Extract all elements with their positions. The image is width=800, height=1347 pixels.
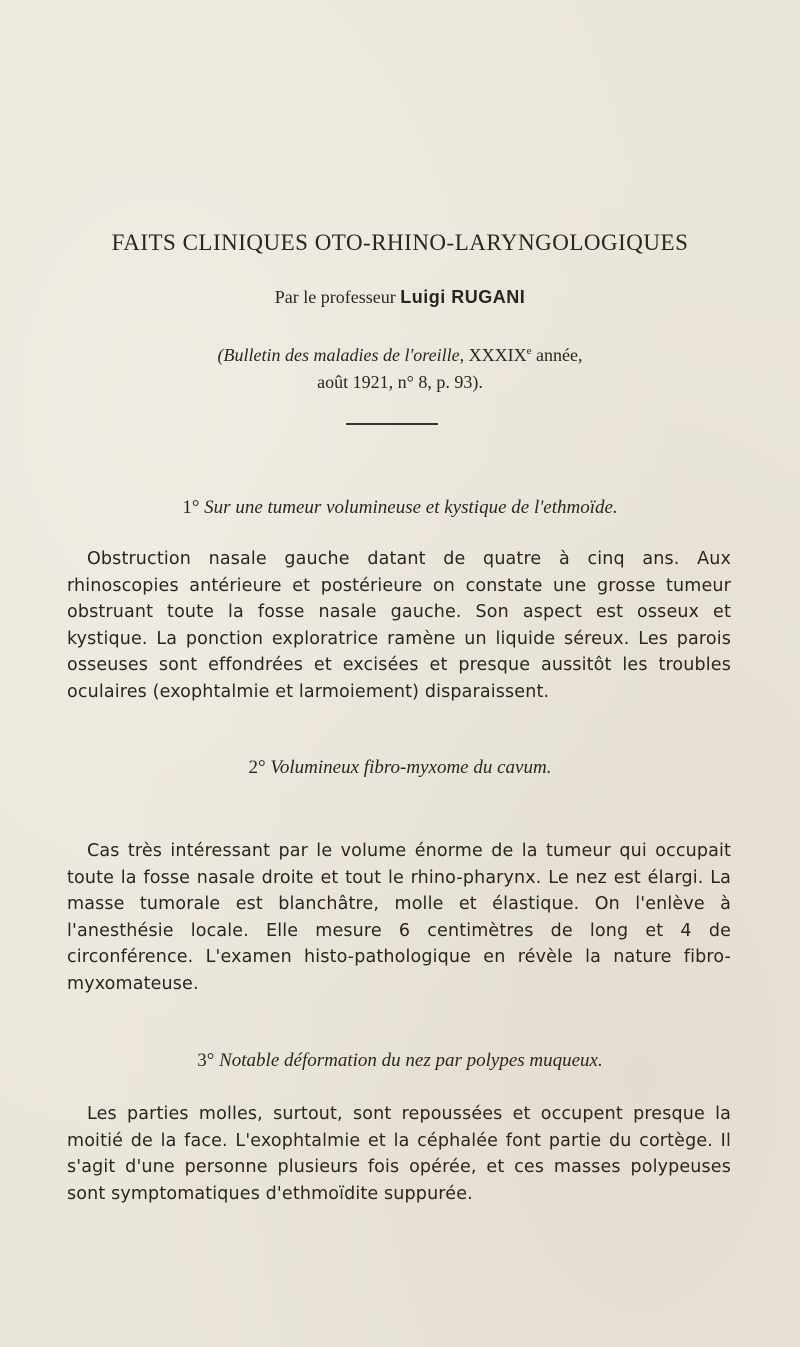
- section-3-heading: [0, 1050, 800, 1072]
- byline-prefix: Par le professeur: [274, 287, 396, 307]
- section-1-paragraph: Obstruction nasale gauche datant de quatre à cinq ans. Aux rhinoscopies antérieure et postérieure on constate une grosse tumeur obstruant toute la fosse nasale gauche. Son aspect est osseux et kystique. La ponction exploratrice ramène un liquide séreux. Les parois osseuses sont effondrées et excisées et presque aussitôt les troubles oculaires (exophtalmie et larmoiement) disparaissent.: [67, 549, 731, 702]
- section-2-number: 2°: [248, 757, 266, 778]
- citation-line-2: août 1921, n° 8, p. 93).: [317, 372, 483, 392]
- section-1-title: Sur une tumeur volumineuse et kystique de l'ethmoïde.: [204, 497, 618, 518]
- author-name: Luigi RUGANI: [400, 287, 526, 307]
- section-2-heading: [0, 757, 800, 779]
- citation-volume: XXXIX: [468, 345, 527, 365]
- article-title: FAITS CLINIQUES OTO-RHINO-LARYNGOLOGIQUES: [111, 230, 689, 255]
- section-2-paragraph: Cas très intéressant par le volume énorme de la tumeur qui occupait toute la fosse nasale droite et tout le rhino-pharynx. Le nez est élargi. La masse tumorale est blanchâtre, molle et élastique. On l'enlève à l'anesthésie locale. Elle mesure 6 centimètres de long et 4 de circonférence. L'examen histo-pathologique en révèle la nature fibro-myxomateuse.: [67, 841, 731, 994]
- byline: [0, 287, 800, 308]
- citation-volume-suffix: e: [526, 345, 532, 357]
- citation-line-1: [0, 338, 800, 369]
- section-3-title: Notable déformation du nez par polypes muqueux.: [219, 1050, 603, 1071]
- citation-journal: (Bulletin des maladies de l'oreille,: [217, 345, 465, 365]
- section-3-paragraph: Les parties molles, surtout, sont repoussées et occupent presque la moitié de la face. L'exophtalmie et la céphalée font partie du cortège. Il s'agit d'une personne plusieurs fois opérée, et ces masses polypeuses sont symptomatiques d'ethmoïdite suppurée.: [67, 1104, 731, 1204]
- citation-year-word: année,: [536, 345, 583, 365]
- section-1-heading: [0, 497, 800, 519]
- section-1-number: 1°: [182, 497, 200, 518]
- separator-rule: [346, 423, 438, 425]
- section-2-title: Volumineux fibro-myxome du cavum.: [270, 757, 552, 778]
- section-3-number: 3°: [197, 1050, 215, 1071]
- citation: [0, 338, 800, 396]
